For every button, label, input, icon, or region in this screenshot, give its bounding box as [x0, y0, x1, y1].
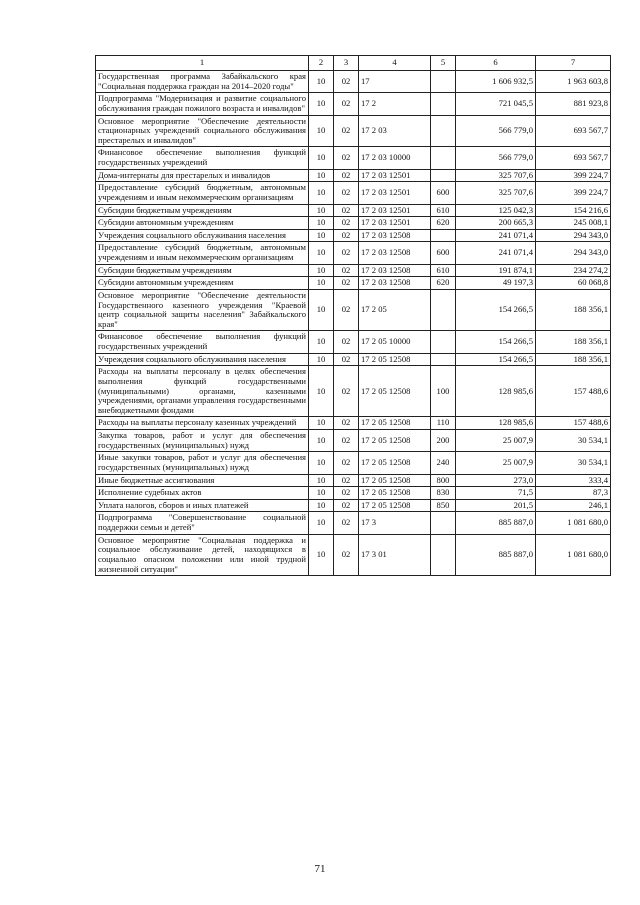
row-amount-1: 128 985,6 — [456, 366, 536, 417]
row-target-code: 17 2 03 12508 — [359, 242, 431, 264]
row-expense-type — [431, 93, 456, 115]
row-amount-1: 566 779,0 — [456, 147, 536, 169]
row-target-code: 17 2 05 12508 — [359, 474, 431, 487]
row-section: 10 — [309, 487, 334, 500]
row-target-code: 17 2 05 12508 — [359, 487, 431, 500]
row-subsection: 02 — [334, 229, 359, 242]
row-expense-type: 830 — [431, 487, 456, 500]
row-amount-1: 128 985,6 — [456, 417, 536, 430]
row-target-code: 17 3 — [359, 512, 431, 534]
row-target-code: 17 2 05 12508 — [359, 499, 431, 512]
row-name: Учреждения социального обслуживания населения — [96, 353, 309, 366]
row-target-code: 17 2 03 12508 — [359, 277, 431, 290]
row-subsection: 02 — [334, 242, 359, 264]
row-amount-1: 241 071,4 — [456, 242, 536, 264]
row-subsection: 02 — [334, 474, 359, 487]
row-section: 10 — [309, 93, 334, 115]
row-target-code: 17 2 05 — [359, 289, 431, 331]
row-amount-2: 1 081 680,0 — [536, 534, 611, 576]
row-target-code: 17 2 03 12501 — [359, 217, 431, 230]
table-row — [96, 115, 611, 147]
row-target-code: 17 2 05 12508 — [359, 430, 431, 452]
row-amount-1: 125 042,3 — [456, 204, 536, 217]
row-name: Субсидии автономным учреждениям — [96, 217, 309, 230]
row-section: 10 — [309, 366, 334, 417]
row-amount-1: 325 707,6 — [456, 169, 536, 182]
row-amount-2: 693 567,7 — [536, 147, 611, 169]
col-header-amount-2: 7 — [536, 56, 611, 71]
budget-table-page — [95, 55, 610, 576]
table-row — [96, 264, 611, 277]
row-amount-2: 30 534,1 — [536, 452, 611, 474]
row-amount-2: 188 356,1 — [536, 289, 611, 331]
table-row — [96, 366, 611, 417]
row-target-code: 17 2 05 12508 — [359, 452, 431, 474]
row-amount-2: 333,4 — [536, 474, 611, 487]
row-target-code: 17 2 05 10000 — [359, 331, 431, 353]
row-name: Предоставление субсидий бюджетным, автономным учреждениям и иным некоммерческим организациям — [96, 182, 309, 204]
row-amount-1: 241 071,4 — [456, 229, 536, 242]
row-expense-type — [431, 353, 456, 366]
row-name: Уплата налогов, сборов и иных платежей — [96, 499, 309, 512]
row-expense-type: 610 — [431, 264, 456, 277]
row-expense-type — [431, 169, 456, 182]
col-header-subsection: 3 — [334, 56, 359, 71]
row-subsection: 02 — [334, 499, 359, 512]
table-row — [96, 417, 611, 430]
row-amount-2: 1 081 680,0 — [536, 512, 611, 534]
row-name: Субсидии автономным учреждениям — [96, 277, 309, 290]
row-amount-2: 154 216,6 — [536, 204, 611, 217]
row-target-code: 17 2 03 12501 — [359, 169, 431, 182]
row-name: Иные бюджетные ассигнования — [96, 474, 309, 487]
row-section: 10 — [309, 277, 334, 290]
row-amount-2: 60 068,8 — [536, 277, 611, 290]
col-header-target-code: 4 — [359, 56, 431, 71]
row-amount-1: 201,5 — [456, 499, 536, 512]
row-name: Основное мероприятие "Обеспечение деятельности стационарных учреждений социального обслуживания престарелых и инвалидов" — [96, 115, 309, 147]
row-amount-2: 294 343,0 — [536, 242, 611, 264]
row-amount-2: 157 488,6 — [536, 366, 611, 417]
row-amount-1: 200 665,3 — [456, 217, 536, 230]
row-name: Иные закупки товаров, работ и услуг для обеспечения государственных (муниципальных) нужд — [96, 452, 309, 474]
row-section: 10 — [309, 534, 334, 576]
table-row — [96, 353, 611, 366]
row-expense-type: 610 — [431, 204, 456, 217]
row-amount-1: 325 707,6 — [456, 182, 536, 204]
row-name: Основное мероприятие "Социальная поддержка и социальное обслуживание детей, находящихся в социально опасном положении или иной трудной жизненной ситуации" — [96, 534, 309, 576]
table-row — [96, 277, 611, 290]
row-subsection: 02 — [334, 277, 359, 290]
page-number: 71 — [314, 863, 326, 875]
row-section: 10 — [309, 169, 334, 182]
row-amount-2: 188 356,1 — [536, 331, 611, 353]
row-subsection: 02 — [334, 366, 359, 417]
row-expense-type — [431, 512, 456, 534]
row-amount-1: 154 266,5 — [456, 331, 536, 353]
row-amount-2: 87,3 — [536, 487, 611, 500]
row-amount-2: 1 963 603,8 — [536, 71, 611, 93]
table-row — [96, 217, 611, 230]
row-section: 10 — [309, 331, 334, 353]
table-row — [96, 430, 611, 452]
row-section: 10 — [309, 264, 334, 277]
row-expense-type — [431, 115, 456, 147]
row-amount-2: 188 356,1 — [536, 353, 611, 366]
row-subsection: 02 — [334, 169, 359, 182]
row-amount-1: 566 779,0 — [456, 115, 536, 147]
row-amount-2: 30 534,1 — [536, 430, 611, 452]
row-subsection: 02 — [334, 452, 359, 474]
row-amount-2: 881 923,8 — [536, 93, 611, 115]
table-row — [96, 512, 611, 534]
row-name: Расходы на выплаты персоналу казенных учреждений — [96, 417, 309, 430]
row-subsection: 02 — [334, 147, 359, 169]
row-name: Субсидии бюджетным учреждениям — [96, 204, 309, 217]
col-header-amount-1: 6 — [456, 56, 536, 71]
row-amount-2: 234 274,2 — [536, 264, 611, 277]
row-expense-type — [431, 71, 456, 93]
row-target-code: 17 2 03 10000 — [359, 147, 431, 169]
row-subsection: 02 — [334, 289, 359, 331]
row-amount-1: 191 874,1 — [456, 264, 536, 277]
row-subsection: 02 — [334, 264, 359, 277]
row-expense-type: 100 — [431, 366, 456, 417]
row-target-code: 17 3 01 — [359, 534, 431, 576]
row-amount-2: 693 567,7 — [536, 115, 611, 147]
row-section: 10 — [309, 229, 334, 242]
row-section: 10 — [309, 353, 334, 366]
row-subsection: 02 — [334, 115, 359, 147]
row-section: 10 — [309, 217, 334, 230]
row-section: 10 — [309, 182, 334, 204]
table-row — [96, 452, 611, 474]
table-row — [96, 93, 611, 115]
col-header-expense-type: 5 — [431, 56, 456, 71]
table-row — [96, 474, 611, 487]
row-expense-type: 200 — [431, 430, 456, 452]
row-name: Государственная программа Забайкальского края "Социальная поддержка граждан на 2014–2020 годы" — [96, 71, 309, 93]
row-target-code: 17 2 03 12501 — [359, 182, 431, 204]
row-amount-1: 1 606 932,5 — [456, 71, 536, 93]
row-amount-1: 154 266,5 — [456, 353, 536, 366]
row-target-code: 17 2 05 12508 — [359, 353, 431, 366]
row-section: 10 — [309, 430, 334, 452]
budget-table — [95, 55, 611, 576]
row-name: Субсидии бюджетным учреждениям — [96, 264, 309, 277]
row-name: Финансовое обеспечение выполнения функций государственных учреждений — [96, 147, 309, 169]
table-header — [96, 56, 611, 71]
row-target-code: 17 2 03 12508 — [359, 264, 431, 277]
row-amount-2: 399 224,7 — [536, 182, 611, 204]
table-row — [96, 499, 611, 512]
row-expense-type — [431, 229, 456, 242]
col-header-name: 1 — [96, 56, 309, 71]
row-section: 10 — [309, 417, 334, 430]
row-section: 10 — [309, 147, 334, 169]
row-amount-1: 71,5 — [456, 487, 536, 500]
row-target-code: 17 2 03 12501 — [359, 204, 431, 217]
row-subsection: 02 — [334, 331, 359, 353]
row-section: 10 — [309, 242, 334, 264]
row-amount-2: 399 224,7 — [536, 169, 611, 182]
row-name: Финансовое обеспечение выполнения функций государственных учреждений — [96, 331, 309, 353]
row-subsection: 02 — [334, 534, 359, 576]
row-name: Подпрограмма "Совершенствование социальной поддержки семьи и детей" — [96, 512, 309, 534]
table-row — [96, 147, 611, 169]
row-amount-1: 885 887,0 — [456, 534, 536, 576]
row-expense-type: 110 — [431, 417, 456, 430]
table-row — [96, 487, 611, 500]
row-expense-type: 620 — [431, 217, 456, 230]
row-name: Предоставление субсидий бюджетным, автономным учреждениям и иным некоммерческим организациям — [96, 242, 309, 264]
row-name: Дома-интернаты для престарелых и инвалидов — [96, 169, 309, 182]
row-name: Закупка товаров, работ и услуг для обеспечения государственных (муниципальных) нужд — [96, 430, 309, 452]
table-row — [96, 534, 611, 576]
row-section: 10 — [309, 204, 334, 217]
row-subsection: 02 — [334, 417, 359, 430]
row-section: 10 — [309, 512, 334, 534]
row-expense-type: 240 — [431, 452, 456, 474]
row-amount-2: 246,1 — [536, 499, 611, 512]
row-subsection: 02 — [334, 353, 359, 366]
row-subsection: 02 — [334, 217, 359, 230]
table-row — [96, 204, 611, 217]
row-amount-1: 721 045,5 — [456, 93, 536, 115]
row-expense-type: 600 — [431, 182, 456, 204]
row-section: 10 — [309, 289, 334, 331]
table-row — [96, 71, 611, 93]
table-row — [96, 289, 611, 331]
row-section: 10 — [309, 71, 334, 93]
row-target-code: 17 2 05 12508 — [359, 366, 431, 417]
header-row — [96, 56, 611, 71]
row-amount-2: 157 488,6 — [536, 417, 611, 430]
row-subsection: 02 — [334, 430, 359, 452]
row-target-code: 17 — [359, 71, 431, 93]
table-row — [96, 331, 611, 353]
row-expense-type: 600 — [431, 242, 456, 264]
row-expense-type — [431, 534, 456, 576]
row-target-code: 17 2 — [359, 93, 431, 115]
row-amount-1: 25 007,9 — [456, 452, 536, 474]
row-target-code: 17 2 05 12508 — [359, 417, 431, 430]
row-target-code: 17 2 03 12508 — [359, 229, 431, 242]
col-header-section: 2 — [309, 56, 334, 71]
row-amount-1: 273,0 — [456, 474, 536, 487]
row-name: Основное мероприятие "Обеспечение деятельности Государственного казенного учреждения "Краевой центр социальной защиты населения" Забайкальского края" — [96, 289, 309, 331]
row-expense-type: 620 — [431, 277, 456, 290]
row-name: Расходы на выплаты персоналу в целях обеспечения выполнения функций государственными (муниципальными) органами, казенными учреждениями, органами управления государственными внебюджетными фондами — [96, 366, 309, 417]
row-subsection: 02 — [334, 512, 359, 534]
row-subsection: 02 — [334, 71, 359, 93]
row-target-code: 17 2 03 — [359, 115, 431, 147]
row-expense-type — [431, 331, 456, 353]
table-row — [96, 229, 611, 242]
row-amount-1: 885 887,0 — [456, 512, 536, 534]
row-subsection: 02 — [334, 204, 359, 217]
row-subsection: 02 — [334, 487, 359, 500]
row-subsection: 02 — [334, 93, 359, 115]
table-row — [96, 182, 611, 204]
row-amount-2: 245 008,1 — [536, 217, 611, 230]
row-section: 10 — [309, 474, 334, 487]
row-subsection: 02 — [334, 182, 359, 204]
table-row — [96, 169, 611, 182]
row-amount-2: 294 343,0 — [536, 229, 611, 242]
row-expense-type: 800 — [431, 474, 456, 487]
table-row — [96, 242, 611, 264]
row-name: Подпрограмма "Модернизация и развитие социального обслуживания граждан пожилого возраста и инвалидов" — [96, 93, 309, 115]
row-section: 10 — [309, 452, 334, 474]
row-expense-type — [431, 289, 456, 331]
row-amount-1: 25 007,9 — [456, 430, 536, 452]
table-body — [96, 71, 611, 576]
row-name: Учреждения социального обслуживания населения — [96, 229, 309, 242]
row-name: Исполнение судебных актов — [96, 487, 309, 500]
row-expense-type: 850 — [431, 499, 456, 512]
row-section: 10 — [309, 499, 334, 512]
row-amount-1: 154 266,5 — [456, 289, 536, 331]
row-amount-1: 49 197,3 — [456, 277, 536, 290]
row-section: 10 — [309, 115, 334, 147]
row-expense-type — [431, 147, 456, 169]
